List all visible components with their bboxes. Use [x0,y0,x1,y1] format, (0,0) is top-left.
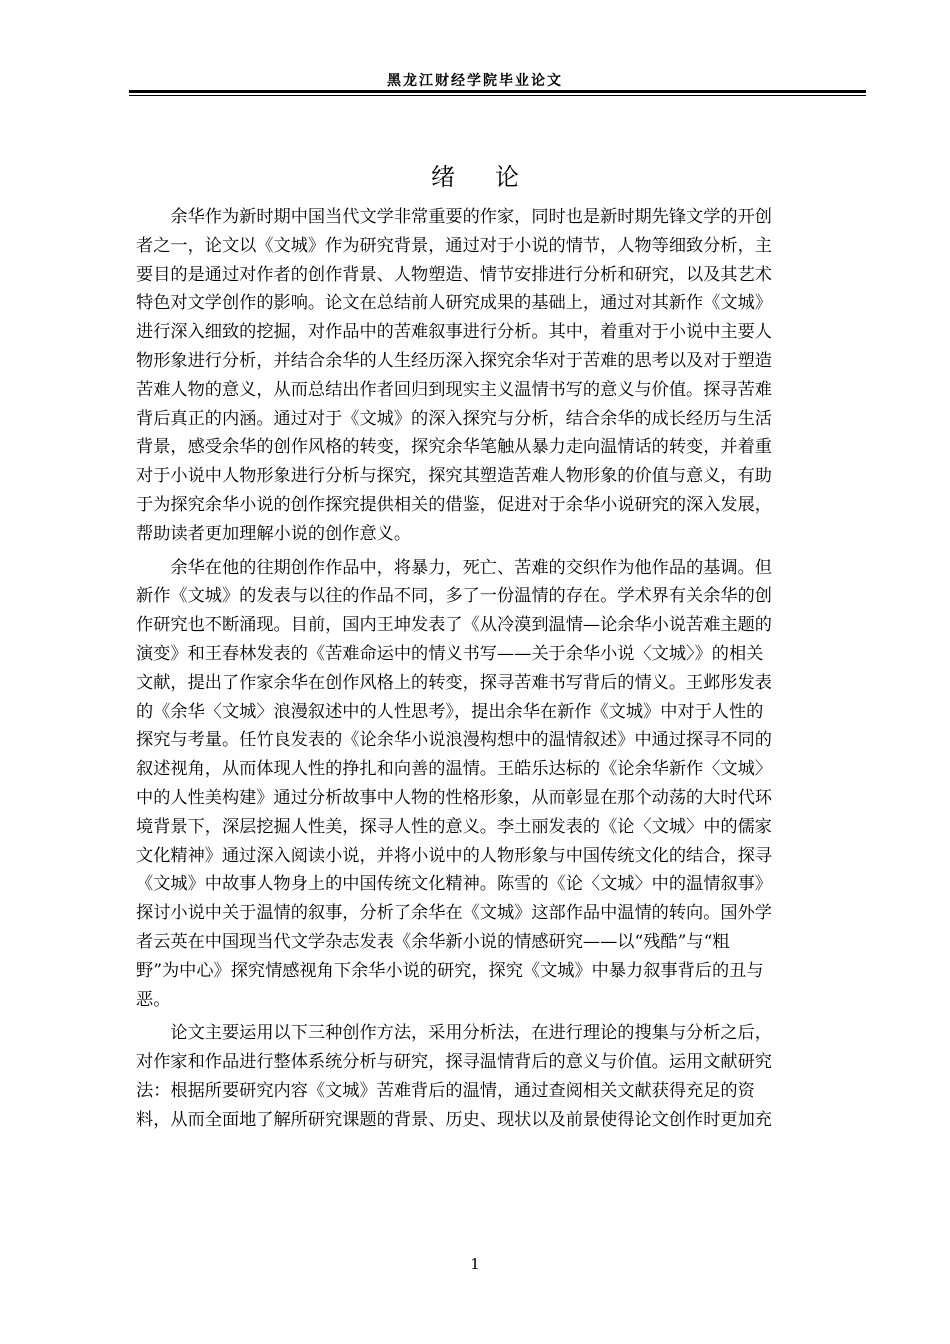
text-line: 要目的是通过对作者的创作背景、人物塑造、情节安排进行分析和研究，以及其艺术 [136,264,772,285]
text-line: 料，从而全面地了解所研究课题的背景、历史、现状以及前景使得论文创作时更加充 [136,1109,772,1130]
text-line: 背景，感受余华的创作风格的转变，探究余华笔触从暴力走向温情话的转变，并着重 [136,437,772,458]
text-line: 《文城》中故事人物身上的中国传统文化精神。陈雪的《论〈文城〉中的温情叙事》 [136,874,772,895]
paragraph [136,203,857,549]
running-header-title: 黑龙江财经学院毕业论文 [387,73,563,89]
page-number: 1 [470,1255,480,1273]
text-line: 境背景下，深层挖掘人性美，探寻人性的意义。李土丽发表的《论〈文城〉中的儒家 [136,816,772,837]
text-line: 野”为中心》探究情感视角下余华小说的研究，探究《文城》中暴力叙事背后的丑与 [136,960,764,981]
paragraph [136,1019,857,1134]
text-line: 余华在他的往期创作作品中，将暴力，死亡、苦难的交织作为他作品的基调。但 [136,557,772,578]
text-line: 者云英在中国现当代文学杂志发表《余华新小说的情感研究——以“残酷”与“粗 [136,931,730,952]
text-line: 演变》和王春林发表的《苦难命运中的情义书写——关于余华小说〈文城〉》的相关 [136,643,764,664]
text-line: 探讨小说中关于温情的叙事，分析了余华在《文城》这部作品中温情的转向。国外学 [136,903,772,924]
text-line: 特色对文学创作的影响。论文在总结前人研究成果的基础上，通过对其新作《文城》 [136,293,772,314]
text-line: 对作家和作品进行整体系统分析与研究，探寻温情背后的意义与价值。运用文献研究 [136,1052,772,1073]
text-line: 对于小说中人物形象进行分析与探究，探究其塑造苦难人物形象的价值与意义，有助 [136,466,772,487]
text-line: 恶。 [136,989,171,1010]
section-heading: 绪论 [431,163,559,191]
text-line: 的《余华〈文城〉浪漫叙述中的人性思考》，提出余华在新作《文城》中对于人性的 [136,701,764,722]
text-line: 新作《文城》的发表与以往的作品不同，多了一份温情的存在。学术界有关余华的创 [136,586,772,607]
text-line: 苦难人物的意义，从而总结出作者回归到现实主义温情书写的意义与价值。探寻苦难 [136,379,772,400]
text-line: 帮助读者更加理解小说的创作意义。 [136,523,412,544]
text-line: 法：根据所要研究内容《文城》苦难背后的温情，通过查阅相关文献获得充足的资 [136,1080,755,1101]
text-line: 中的人性美构建》通过分析故事中人物的性格形象，从而彰显在那个动荡的大时代环 [136,787,772,808]
paragraph [136,554,857,1015]
body-text [136,203,857,1135]
text-line: 物形象进行分析，并结合余华的人生经历深入探究余华对于苦难的思考以及对于塑造 [136,350,772,371]
text-line: 背后真正的内涵。通过对于《文城》的深入探究与分析，结合余华的成长经历与生活 [136,408,772,429]
header-rule-thin [129,95,866,96]
text-line: 文化精神》通过深入阅读小说，并将小说中的人物形象与中国传统文化的结合，探寻 [136,845,772,866]
text-line: 探究与考量。任竹良发表的《论余华小说浪漫构想中的温情叙述》中通过探寻不同的 [136,730,772,751]
text-line: 论文主要运用以下三种创作方法，采用分析法，在进行理论的搜集与分析之后， [136,1023,772,1044]
text-line: 作研究也不断涌现。目前，国内王坤发表了《从冷漠到温情—论余华小说苦难主题的 [136,615,772,636]
text-line: 余华作为新时期中国当代文学非常重要的作家，同时也是新时期先锋文学的开创 [136,207,772,227]
text-line: 文献，提出了作家余华在创作风格上的转变，探寻苦难书写背后的情义。王邺彤发表 [136,672,772,693]
text-line: 者之一，论文以《文城》作为研究背景，通过对于小说的情节，人物等细致分析，主 [136,235,772,256]
header-rule-thick [129,90,866,93]
text-line: 于为探究余华小说的创作探究提供相关的借鉴，促进对于余华小说研究的深入发展， [136,494,772,515]
text-line: 叙述视角，从而体现人性的挣扎和向善的温情。王皓乐达标的《论余华新作〈文城〉 [136,759,772,780]
text-line: 进行深入细致的挖掘，对作品中的苦难叙事进行分析。其中，着重对于小说中主要人 [136,322,772,343]
